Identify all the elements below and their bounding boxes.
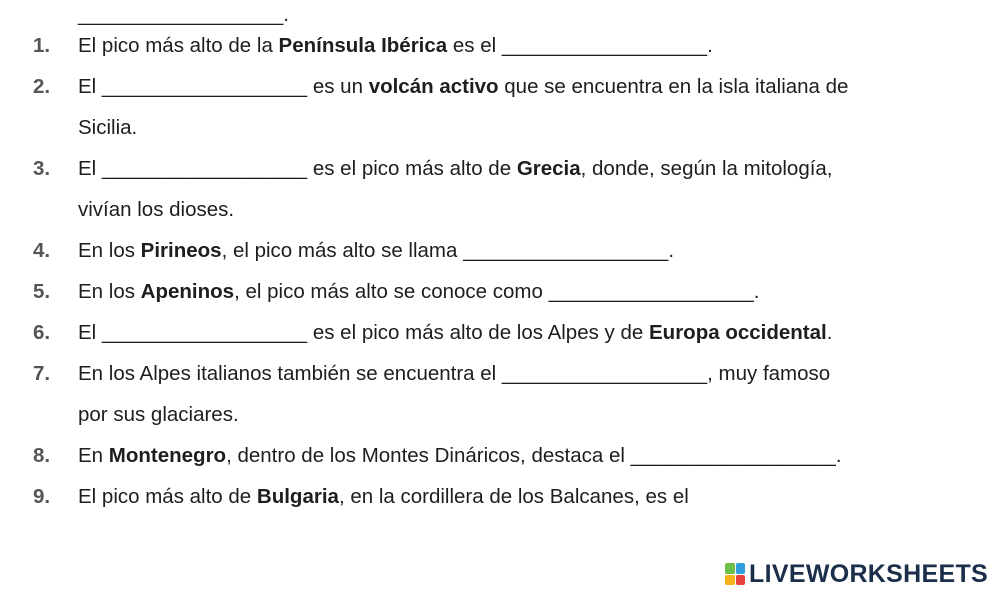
bold-term: Europa occidental [649, 321, 827, 344]
logo-square [736, 575, 746, 586]
liveworksheets-logo [725, 558, 988, 590]
text-segment: En los Alpes italianos también se encuentra el __________________, muy famoso [78, 362, 831, 385]
item-number: 7. [33, 362, 51, 385]
logo-text: LIVEWORKSHEETS [749, 559, 988, 588]
logo-square [736, 563, 746, 574]
liveworksheets-icon [725, 563, 745, 585]
bold-term: Montenegro [108, 444, 227, 467]
item-text [78, 400, 239, 430]
text-segment: vivían los dioses. [78, 198, 235, 221]
bold-term: Apeninos [140, 280, 235, 303]
text-segment: El __________________ es un [78, 75, 369, 98]
item-number: 8. [33, 444, 51, 467]
text-segment: , el pico más alto se conoce como __________________. [234, 280, 760, 303]
item-number: 6. [33, 321, 51, 344]
text-segment: Sicilia. [78, 116, 138, 139]
item-text [78, 318, 832, 348]
text-segment: es el __________________. [447, 34, 713, 57]
item-text [78, 482, 689, 512]
bold-term: Grecia [516, 157, 581, 180]
item-number: 3. [33, 157, 51, 180]
item-number: 4. [33, 239, 51, 262]
item-text [78, 0, 289, 30]
bold-term: Pirineos [140, 239, 222, 262]
text-segment: En [78, 444, 109, 467]
text-segment: , en la cordillera de los Balcanes, es el [338, 485, 689, 508]
text-segment: , donde, según la mitología, [580, 157, 833, 180]
logo-square [725, 575, 735, 586]
item-text [78, 236, 674, 266]
bold-term: volcán activo [368, 75, 499, 98]
item-text [78, 277, 759, 307]
bold-term: Península Ibérica [278, 34, 448, 57]
text-segment: __________________. [78, 3, 289, 26]
bold-term: Bulgaria [256, 485, 339, 508]
text-segment: , dentro de los Montes Dináricos, destaca el __________________. [226, 444, 842, 467]
text-segment: El __________________ es el pico más alto de [78, 157, 517, 180]
item-text [78, 359, 830, 389]
item-text [78, 113, 137, 143]
item-number: 2. [33, 75, 51, 98]
item-number: 5. [33, 280, 51, 303]
item-number: 1. [33, 34, 51, 57]
item-text [78, 72, 848, 102]
text-segment: que se encuentra en la isla italiana de [498, 75, 849, 98]
text-segment: En los [78, 239, 141, 262]
text-segment: En los [78, 280, 141, 303]
item-number: 9. [33, 485, 51, 508]
item-text [78, 154, 833, 184]
logo-square [725, 563, 735, 574]
text-segment: El pico más alto de la [78, 34, 279, 57]
item-text [78, 441, 842, 471]
item-text [78, 195, 234, 225]
text-segment: El __________________ es el pico más alto de los Alpes y de [78, 321, 649, 344]
item-text [78, 31, 713, 61]
text-segment: . [826, 321, 833, 344]
text-segment: , el pico más alto se llama __________________. [221, 239, 675, 262]
text-segment: por sus glaciares. [78, 403, 239, 426]
text-segment: El pico más alto de [78, 485, 257, 508]
